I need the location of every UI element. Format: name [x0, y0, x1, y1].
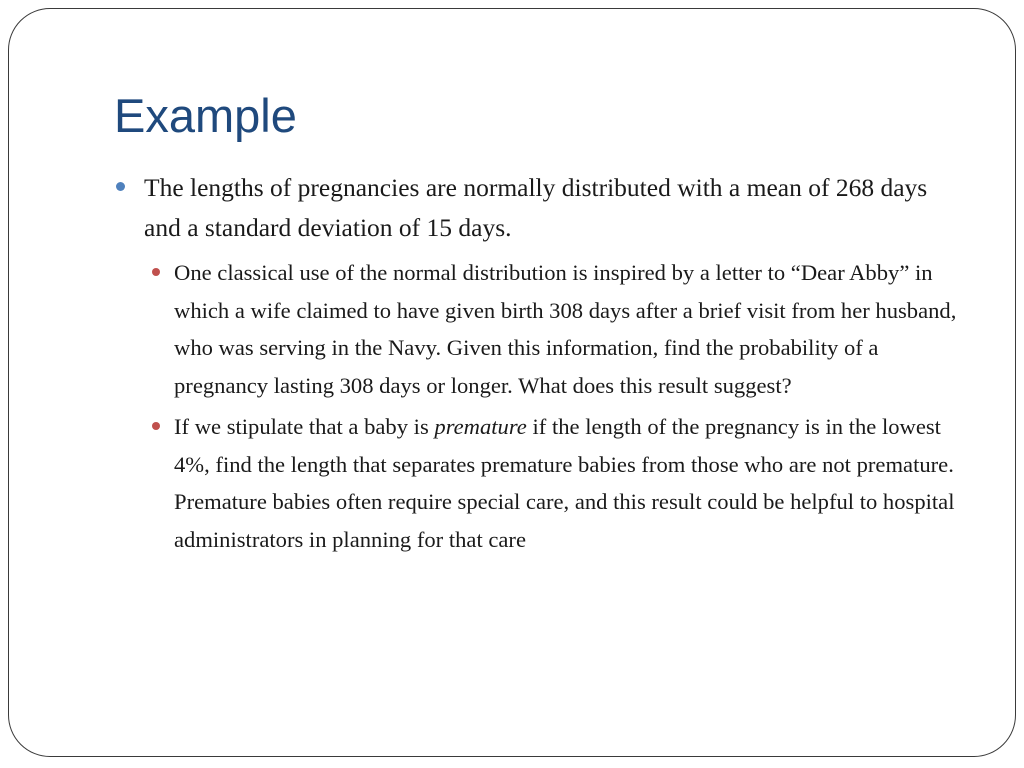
- sub-bullet-item-premature: [152, 408, 964, 558]
- red-dot-bullet-icon: [152, 268, 160, 276]
- sub-bullet-item-dear-abby: [152, 254, 964, 404]
- sub-bullet-list: [152, 254, 976, 558]
- sub-bullet-text-dear-abby: One classical use of the normal distribution is inspired by a letter to “Dear Abby” in which a wife claimed to have given birth 308 days after a brief visit from her husband, who was serving in the Navy. Given this information, find the probability of a pregnancy lasting 308 days or longer. What does this result suggest?: [174, 260, 957, 398]
- sub-bullet-text-premature-after: if the length of the pregnancy is in the lowest 4%, find the length that separates premature babies from those who are not premature. Premature babies often require special care, and this result could be helpful to hospital administrators in planning for that care: [174, 414, 955, 552]
- blue-dot-bullet-icon: [116, 182, 125, 191]
- bullet-item-main: [116, 168, 944, 248]
- sub-bullet-text-premature-italic: premature: [434, 414, 527, 439]
- bullet-text-main: The lengths of pregnancies are normally distributed with a mean of 268 days and a standard deviation of 15 days.: [144, 173, 928, 242]
- slide-content: [116, 168, 976, 562]
- red-dot-bullet-icon: [152, 422, 160, 430]
- sub-bullet-text-premature-before: If we stipulate that a baby is: [174, 414, 435, 439]
- slide-title: Example: [114, 89, 297, 142]
